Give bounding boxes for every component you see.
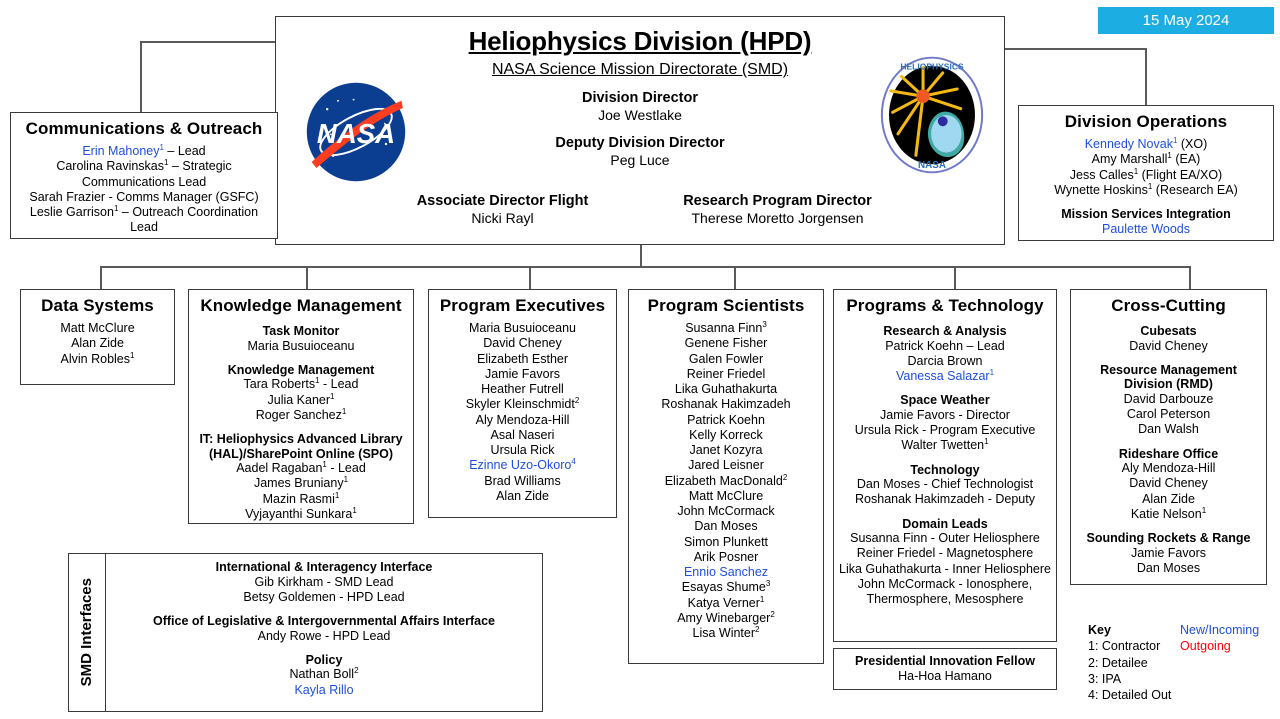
connector-drop-crosscut: [1189, 266, 1191, 289]
key-legend-row-1: [1088, 638, 1268, 654]
division-operations-people: [1023, 137, 1269, 198]
person-entry: [433, 321, 612, 336]
key-legend-entry-detailed-out: 4: Detailed Out: [1088, 688, 1172, 702]
person-entry: [633, 611, 819, 626]
smd-interfaces-side-label: [69, 554, 106, 711]
person-role-suffix: - Outer Heliosphere: [927, 531, 1040, 546]
person-name: Tara Roberts$^1$: [243, 376, 320, 392]
person-entry: [194, 408, 408, 423]
person-entry: [1023, 168, 1269, 183]
person-entry: [1075, 392, 1262, 407]
person-role-suffix: (XO): [1177, 137, 1208, 152]
person-footnote-marker: 2: [770, 609, 775, 619]
person-name: Ursula Rick: [854, 423, 919, 438]
person-entry: [838, 492, 1052, 507]
key-legend-row-3: [1088, 671, 1268, 687]
person-name: Lika Guhathakurta: [674, 382, 778, 397]
person-name: Susanna Finn: [850, 531, 928, 546]
person-name: Kayla Rillo: [294, 682, 354, 697]
key-legend-row-4: [1088, 687, 1268, 703]
person-name: Galen Fowler: [688, 351, 764, 366]
person-role-suffix: - Magnetosphere: [935, 546, 1034, 561]
person-name: Asal Naseri: [490, 427, 555, 442]
person-entry: [633, 397, 819, 412]
svg-text:NASA: NASA: [316, 117, 396, 149]
person-name: Erin Mahoney$^1$: [82, 142, 164, 159]
person-entry: [633, 626, 819, 641]
person-entry: [194, 393, 408, 408]
person-footnote-marker: 1: [315, 376, 320, 386]
column-header-data-systems: Data Systems: [41, 296, 154, 315]
connector-drop-progexec: [529, 266, 531, 289]
page-title: Heliophysics Division (HPD): [468, 26, 812, 56]
person-name: Brad Williams: [484, 473, 561, 488]
key-legend-new-incoming: New/Incoming: [1180, 623, 1260, 637]
person-name: Ursula Rick: [490, 443, 555, 458]
person-name: Arik Posner: [693, 549, 759, 564]
person-entry: [110, 629, 538, 644]
key-legend-entry-detailee: 2: Detailee: [1088, 655, 1148, 670]
person-entry: [194, 461, 408, 476]
person-entry: [110, 683, 538, 698]
group-title: Domain Leads: [902, 516, 988, 531]
person-entry: [838, 577, 1052, 608]
group-title: IT: Heliophysics Advanced Library (HAL)/SharePoint Online (SPO): [199, 432, 403, 461]
connector-trunk: [640, 245, 642, 267]
communications-outreach-card: [10, 112, 278, 239]
person-role-suffix: - Inner Heliosphere: [941, 561, 1051, 576]
person-role-suffix: - Chief Technologist: [920, 477, 1034, 492]
presidential-innovation-fellow-people: [838, 669, 1052, 684]
key-legend: [1088, 622, 1268, 703]
person-name: Wynette Hoskins$^1$: [1054, 181, 1153, 197]
person-entry: [15, 190, 273, 205]
person-name: Skyler Kleinschmidt$^2$: [465, 396, 580, 412]
person-footnote-marker: 1: [984, 437, 989, 447]
person-entry: [838, 354, 1052, 369]
person-footnote-marker: 1: [1172, 135, 1178, 145]
person-role-suffix: - Deputy: [984, 492, 1035, 507]
key-legend-entry-contractor: 1: Contractor: [1088, 639, 1161, 654]
connector-drop-data-systems: [100, 266, 102, 289]
person-role-suffix: (Research EA): [1152, 182, 1238, 197]
person-entry: [838, 339, 1052, 354]
person-footnote-marker: 1: [164, 158, 169, 168]
connector-drop-progsci: [734, 266, 736, 289]
person-entry: [1023, 152, 1269, 167]
key-legend-entry-ipa: 3: IPA: [1088, 671, 1122, 686]
person-role-suffix: – Outreach Coordination Lead: [118, 205, 259, 235]
person-name: Aly Mendoza-Hill: [1121, 461, 1216, 476]
person-entry: [110, 575, 538, 590]
person-entry: [633, 367, 819, 382]
person-name: David Darbouze: [1123, 391, 1214, 406]
group-title: Sounding Rockets & Range: [1086, 531, 1251, 546]
group-title: Policy: [305, 652, 343, 667]
person-entry: [25, 336, 170, 351]
person-entry: [433, 458, 612, 473]
person-footnote-marker: 1: [343, 475, 349, 485]
person-entry: [194, 476, 408, 491]
svg-text:HELIOPHYSICS: HELIOPHYSICS: [900, 61, 964, 72]
role-name-associate-director-flight: Nicki Rayl: [471, 210, 534, 227]
person-entry: [633, 489, 819, 504]
person-entry: [838, 546, 1052, 561]
group-title: Knowledge Management: [227, 362, 375, 377]
person-name: Susanna Finn$^3$: [685, 319, 767, 336]
person-name: Darcia Brown: [907, 353, 983, 368]
person-name: Reiner Friedel: [856, 546, 936, 561]
date-badge: 15 May 2024: [1098, 7, 1274, 34]
smd-interfaces-body: [106, 554, 542, 711]
person-name: Reiner Friedel: [686, 366, 766, 381]
column-cross-cutting: [1070, 289, 1267, 585]
person-footnote-marker: 1: [989, 367, 995, 377]
person-role-suffix: – Strategic Communications Lead: [81, 159, 232, 189]
person-name: Amy Winebarger$^2$: [677, 609, 775, 625]
page-subtitle: NASA Science Mission Directorate (SMD): [491, 61, 789, 79]
person-name: Matt McClure: [60, 321, 135, 336]
person-footnote-marker: 2: [574, 396, 580, 406]
person-entry: [1075, 461, 1262, 476]
person-role-suffix: – Lead: [163, 144, 206, 159]
group-title: International & Interagency Interface: [215, 560, 433, 574]
person-name: Andy Rowe: [257, 628, 322, 643]
person-role-suffix: - Ionosphere, Thermosphere, Mesosphere: [866, 576, 1033, 607]
person-footnote-marker: 1: [330, 391, 335, 401]
person-name: Genene Fisher: [684, 336, 768, 351]
mission-services-integration-title: Mission Services Integration: [1061, 207, 1231, 222]
smd-interfaces-side-label-text: SMD Interfaces: [77, 578, 95, 687]
person-name: Julia Kaner$^1$: [267, 391, 335, 407]
person-name: Ennio Sanchez: [683, 565, 769, 580]
person-footnote-marker: 1: [322, 459, 327, 469]
person-role-suffix: - Director: [955, 407, 1010, 422]
person-entry: [15, 159, 273, 190]
person-entry: [838, 423, 1052, 438]
person-entry: [194, 339, 408, 354]
person-role-suffix: - Program Executive: [918, 423, 1036, 438]
person-entry: [838, 669, 1052, 684]
group-title: Office of Legislative & Intergovernmental Affairs Interface: [153, 614, 495, 628]
person-entry: [633, 382, 819, 397]
connector-comms-horizontal: [140, 41, 277, 43]
person-footnote-marker: 1: [1147, 181, 1153, 191]
key-legend-outgoing: Outgoing: [1180, 639, 1231, 654]
column-programs-technology: [833, 289, 1057, 642]
person-entry: [838, 531, 1052, 546]
person-entry: [1023, 137, 1269, 152]
group-title: Research & Analysis: [883, 324, 1007, 339]
role-name-deputy-division-director: Peg Luce: [610, 152, 670, 169]
person-entry: [1075, 546, 1262, 561]
key-legend-row-2: [1088, 655, 1268, 671]
group-title: Technology: [910, 462, 980, 477]
person-name: Dan Moses: [694, 519, 758, 534]
person-footnote-marker: 1: [159, 142, 164, 152]
person-entry: [838, 369, 1052, 384]
person-entry: [838, 438, 1052, 453]
role-name-division-director: Joe Westlake: [598, 107, 682, 124]
presidential-innovation-fellow-card: [833, 648, 1057, 690]
division-operations-header: Division Operations: [1064, 112, 1228, 131]
person-entry: [633, 535, 819, 550]
person-name: Vanessa Salazar$^1$: [895, 367, 995, 384]
column-header-program-executives: Program Executives: [439, 296, 606, 315]
person-name: Patrick Koehn: [885, 338, 964, 353]
person-footnote-marker: 1: [759, 594, 765, 604]
person-entry: [433, 474, 612, 489]
group-title: Rideshare Office: [1118, 446, 1219, 461]
person-entry: [633, 596, 819, 611]
person-name: James Bruniany$^1$: [253, 475, 349, 491]
role-name-research-program-director: Therese Moretto Jorgensen: [691, 210, 864, 227]
person-name: Katya Verner$^1$: [687, 594, 765, 610]
person-role-suffix: - Comms Manager (GSFC): [105, 189, 259, 204]
person-name: Esayas Shume$^3$: [681, 579, 771, 595]
person-name: Ezinne Uzo-Okoro$^4$: [469, 457, 576, 473]
person-name: Heather Futrell: [481, 382, 564, 397]
key-legend-title: Key: [1088, 623, 1111, 637]
person-name: Matt McClure: [688, 488, 764, 503]
person-entry: [1075, 407, 1262, 422]
person-entry: [633, 428, 819, 443]
person-name: Katie Nelson$^1$: [1130, 505, 1207, 521]
person-name: Mazin Rasmi$^1$: [262, 490, 340, 506]
person-entry: [633, 519, 819, 534]
person-footnote-marker: 1: [1167, 151, 1172, 161]
person-footnote-marker: 1: [341, 406, 347, 416]
connector-bus: [100, 266, 1190, 268]
person-entry: [1075, 476, 1262, 491]
person-name: Jamie Favors: [484, 366, 561, 381]
person-entry: [433, 382, 612, 397]
person-role-suffix: (Flight EA/XO): [1138, 167, 1223, 182]
division-operations-card: [1018, 105, 1274, 241]
person-name: Aadel Ragaban$^1$: [236, 459, 327, 476]
person-entry: [433, 336, 612, 351]
division-header-card: [275, 16, 1005, 245]
person-entry: [1075, 507, 1262, 522]
person-entry: [838, 408, 1052, 423]
person-entry: [1023, 183, 1269, 198]
person-footnote-marker: 1: [1201, 505, 1207, 515]
column-knowledge-management: [188, 289, 414, 524]
person-name: Janet Kozyra: [689, 443, 763, 458]
person-footnote-marker: 1: [113, 203, 119, 213]
person-footnote-marker: 4: [571, 457, 576, 467]
role-title-division-director: Division Director: [581, 90, 699, 107]
heliophysics-seal-logo: [878, 55, 986, 175]
person-entry: [633, 565, 819, 580]
person-name: Simon Plunkett: [683, 534, 769, 549]
person-entry: [1075, 422, 1262, 437]
person-footnote-marker: 3: [762, 319, 767, 329]
svg-text:NASA: NASA: [918, 159, 946, 171]
person-role-suffix: - HPD Lead: [335, 589, 405, 604]
column-header-knowledge-management: Knowledge Management: [200, 296, 402, 315]
person-name: Aly Mendoza-Hill: [475, 412, 570, 427]
person-name: Patrick Koehn: [687, 412, 765, 427]
communications-outreach-people: [15, 144, 273, 236]
connector-comms-vertical: [140, 41, 142, 113]
group-title: Task Monitor: [262, 324, 340, 339]
group-title: Cubesats: [1140, 324, 1197, 339]
person-entry: [25, 352, 170, 367]
group-title: Space Weather: [900, 393, 990, 408]
person-name: Amy Marshall$^1$: [1091, 151, 1172, 167]
person-footnote-marker: 2: [782, 472, 788, 482]
person-role-suffix: - HPD Lead: [321, 628, 391, 643]
column-program-scientists: [628, 289, 824, 664]
person-entry: [633, 474, 819, 489]
person-name: Carol Peterson: [1126, 407, 1211, 422]
person-name: Jared Leisner: [688, 458, 764, 473]
mission-services-integration-people: [1023, 222, 1269, 237]
person-entry: [633, 336, 819, 351]
person-entry: [15, 205, 273, 236]
person-name: Carolina Ravinskas$^1$: [56, 158, 169, 174]
person-name: Jamie Favors: [1130, 545, 1207, 560]
person-name: Jess Calles$^1$: [1069, 166, 1139, 182]
person-name: John McCormack: [857, 576, 956, 591]
communications-outreach-header: Communications & Outreach: [25, 119, 263, 138]
connector-divops-vertical: [1145, 48, 1147, 106]
person-footnote-marker: 1: [352, 505, 357, 515]
role-title-research-program-director: Research Program Director: [683, 192, 872, 209]
presidential-innovation-fellow-title: Presidential Innovation Fellow: [855, 654, 1035, 668]
person-entry: [194, 377, 408, 392]
person-entry: [633, 580, 819, 595]
person-entry: [194, 507, 408, 522]
person-footnote-marker: 2: [354, 666, 359, 676]
person-role-suffix: – Lead: [963, 338, 1005, 353]
person-name: Gib Kirkham: [254, 574, 324, 589]
person-name: Elizabeth Esther: [476, 351, 569, 366]
person-name: Alvin Robles$^1$: [60, 350, 135, 366]
connector-divops-horizontal: [1004, 48, 1146, 50]
person-name: Vyjayanthi Sunkara$^1$: [245, 505, 357, 521]
connector-drop-progtech: [954, 266, 956, 289]
person-entry: [633, 504, 819, 519]
person-name: Sarah Frazier: [29, 189, 106, 204]
role-associate-director-flight: [395, 182, 610, 227]
person-name: David Cheney: [483, 336, 562, 351]
person-entry: [433, 413, 612, 428]
person-entry: [633, 443, 819, 458]
person-name: Roger Sanchez$^1$: [255, 406, 347, 422]
person-name: Lika Guhathakurta: [839, 561, 942, 576]
person-role-suffix: - Lead: [326, 461, 366, 476]
person-entry: [633, 413, 819, 428]
person-role-suffix: - SMD Lead: [323, 574, 394, 589]
key-legend-row-title: [1088, 622, 1268, 638]
person-name: Dan Moses: [856, 477, 921, 492]
person-name: David Cheney: [1129, 476, 1208, 491]
person-entry: [1075, 561, 1262, 576]
person-name: Paulette Woods: [1101, 221, 1191, 236]
person-name: Elizabeth MacDonald$^2$: [664, 472, 788, 488]
person-entry: [25, 321, 170, 336]
person-footnote-marker: 3: [765, 579, 771, 589]
person-entry: [110, 590, 538, 605]
role-title-deputy-division-director: Deputy Division Director: [555, 134, 725, 151]
person-name: Kennedy Novak$^1$: [1084, 135, 1178, 152]
role-research-program-director: [670, 182, 885, 227]
person-name: Alan Zide: [71, 336, 124, 351]
person-name: Alan Zide: [496, 488, 549, 503]
person-entry: [433, 397, 612, 412]
person-name: Leslie Garrison$^1$: [29, 203, 119, 220]
person-entry: [633, 458, 819, 473]
person-entry: [1023, 222, 1269, 237]
person-entry: [633, 550, 819, 565]
group-title: Resource Management Division (RMD): [1100, 362, 1237, 392]
person-entry: [433, 352, 612, 367]
role-title-associate-director-flight: Associate Director Flight: [416, 192, 589, 209]
person-entry: [633, 352, 819, 367]
person-name: Dan Walsh: [1138, 422, 1199, 437]
person-name: Nathan Boll$^2$: [289, 666, 359, 682]
column-program-executives: [428, 289, 617, 518]
person-entry: [433, 443, 612, 458]
person-entry: [1075, 492, 1262, 507]
person-footnote-marker: 1: [1133, 166, 1139, 176]
person-entry: [194, 492, 408, 507]
person-name: Dan Moses: [1136, 560, 1201, 575]
person-name: Walter Twetten$^1$: [901, 437, 989, 453]
person-entry: [433, 489, 612, 504]
person-name: Lisa Winter$^2$: [692, 624, 760, 641]
person-name: Kelly Korreck: [689, 427, 763, 442]
person-entry: [838, 477, 1052, 492]
person-entry: [838, 562, 1052, 577]
person-role-suffix: - Lead: [319, 377, 359, 392]
person-name: Maria Busuioceanu: [247, 338, 355, 353]
person-entry: [15, 144, 273, 159]
person-entry: [433, 428, 612, 443]
person-entry: [433, 367, 612, 382]
person-name: Roshanak Hakimzadeh: [855, 492, 985, 507]
person-footnote-marker: 1: [334, 490, 340, 500]
person-role-suffix: (EA): [1171, 152, 1201, 167]
smd-interfaces-card: [68, 553, 543, 712]
column-header-programs-technology: Programs & Technology: [846, 296, 1044, 315]
person-entry: [110, 667, 538, 682]
person-name: Ha-Hoa Hamano: [898, 668, 992, 683]
person-name: Alan Zide: [1142, 491, 1195, 506]
column-data-systems: [20, 289, 175, 385]
person-name: Maria Busuioceanu: [468, 321, 576, 336]
person-entry: [1075, 339, 1262, 354]
column-header-program-scientists: Program Scientists: [647, 296, 805, 315]
person-name: Roshanak Hakimzadeh: [661, 397, 791, 412]
person-name: Jamie Favors: [880, 407, 956, 422]
person-entry: [633, 321, 819, 336]
nasa-meatball-logo: [296, 72, 416, 192]
person-footnote-marker: 2: [755, 624, 760, 634]
person-footnote-marker: 1: [130, 350, 135, 360]
person-name: Betsy Goldemen: [243, 589, 336, 604]
connector-drop-knowledge: [306, 266, 308, 289]
column-header-cross-cutting: Cross-Cutting: [1111, 296, 1226, 315]
person-name: David Cheney: [1129, 338, 1208, 353]
person-name: John McCormack: [677, 504, 775, 519]
